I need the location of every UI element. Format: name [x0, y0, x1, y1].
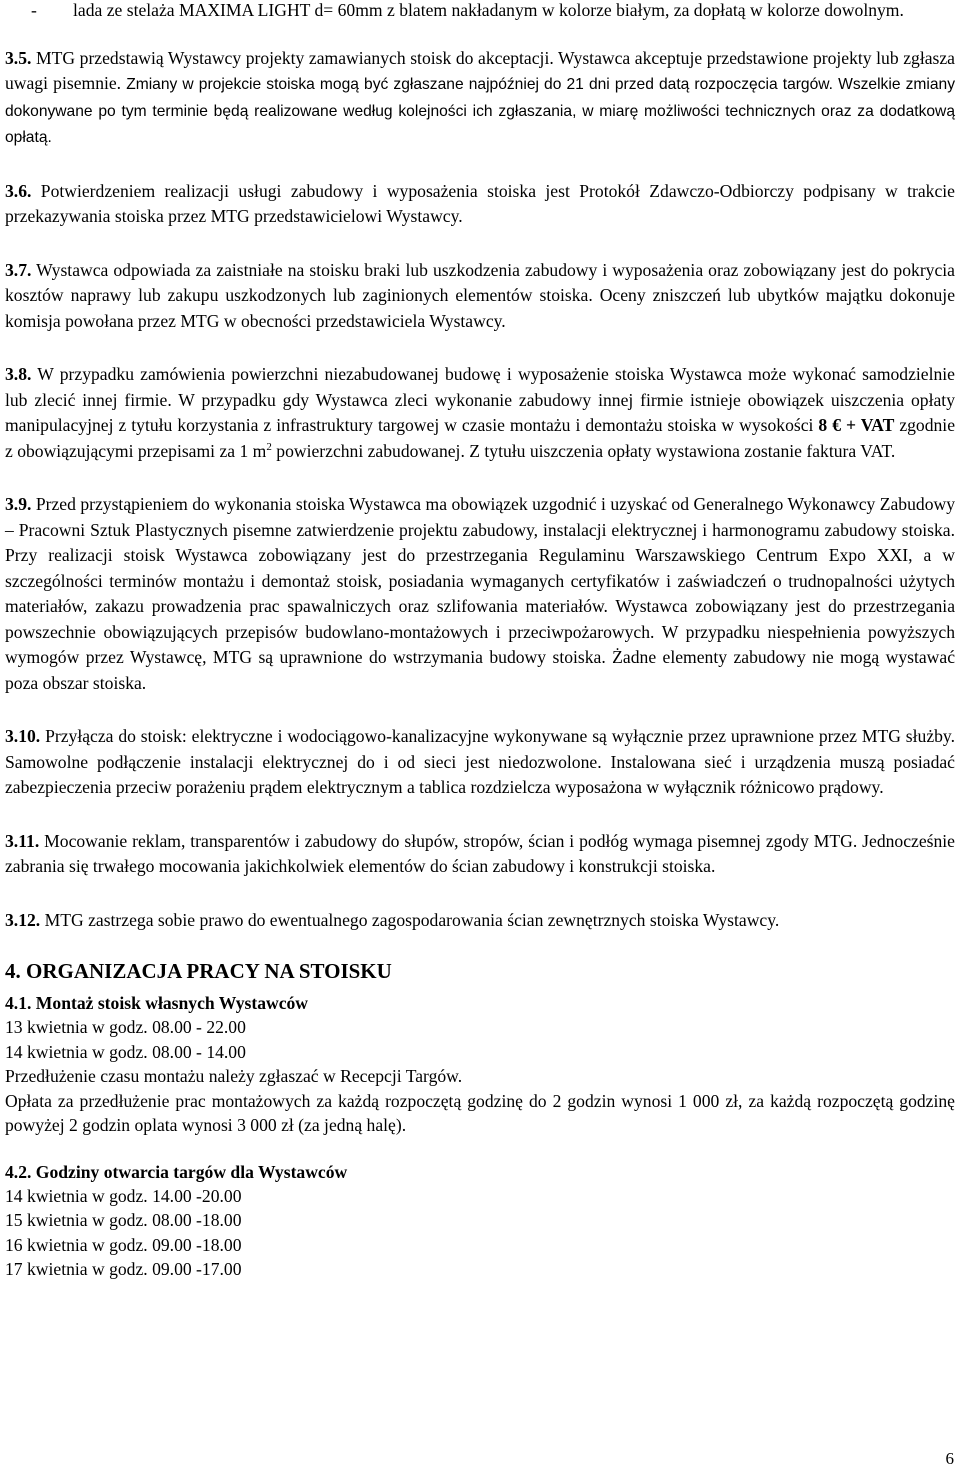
paragraph-text-sans: Zmiany w projekcie stoiska mogą być zgłaszane najpóźniej do 21 dni przed datą rozpoczęcia targów. Wszelkie zmiany dokonywane po tym terminie będą realizowane według kolejności ich zgłaszania, w miarę możliwości technicznych oraz za dodatkową opłatą. [5, 76, 955, 146]
paragraph-3-12 [5, 908, 955, 934]
section-4-heading: 4. ORGANIZACJA PRACY NA STOISKU [5, 959, 392, 983]
section-number: 3.12. [5, 909, 41, 930]
intro-text: lada ze stelaża MAXIMA LIGHT d= 60mm z blatem nakładanym w kolorze białym, za dopłatą w kolorze dowolnym. [73, 0, 904, 20]
paragraph-text: Mocowanie reklam, transparentów i zabudowy do słupów, stropów, ścian i podłóg wymaga pisemnej zgody MTG. Jednocześnie zabrania się trwałego mocowania jakichkolwiek elementów do ścian zabudowy i konstrukcji stoiska. [5, 830, 955, 876]
fee-paragraph: Opłata za przedłużenie prac montażowych za każdą rozpoczętą godzinę do 2 godzin wynosi 1 000 zł, za każdą rozpoczętą godzinę powyżej 2 godzin oplata wynosi 3 000 zł (za jedną halę). [5, 1090, 955, 1135]
section-number: 3.5. [5, 47, 32, 68]
paragraph-text: Przyłącza do stoisk: elektryczne i wodociągowo-kanalizacyjne wykonywane są wyłącznie przez uprawnione przez MTG służby. Samowolne podłączenie instalacji elektrycznej do i od sieci jest niedozwolone. Instalowana sieć i urządzenia muszą posiadać zabezpieczenia przeciw porażeniu prądem elektrycznym a tablica rozdzielcza wyposażona w wyłącznik różnicowo prądowy. [5, 726, 955, 797]
section-number: 3.6. [5, 180, 32, 201]
paragraph-3-9 [5, 492, 955, 696]
paragraph-text: Przed przystąpieniem do wykonania stoiska Wystawca ma obowiązek uzgodnić i uzyskać od Generalnego Wykonawcy Zabudowy – Pracowni Sztuk Plastycznych pisemne zatwierdzenie projektu zabudowy, instalacji elektrycznej i harmonogramu zabudowy stoiska. Przy realizacji stoisk Wystawca zobowiązany jest do przestrzegania Regulaminu Warszawskiego Centrum Expo XXI, a w szczególności terminów montażu i demontaż stoisk, posiadania wymaganych certyfikatów i zaświadczeń o trudnopalności użytych materiałów, zakazu prowadzenia prac spawalniczych oraz szlifowania materiałów. Wystawca zobowiązany jest do przestrzegania powszechnie obowiązujących przepisów budowlano-montażowych i przeciwpożarowych. W przypadku niespełnienia powyższych wymogów przez Wystawcę, MTG są uprawnione do wstrzymania budowy stoiska. Żadne elementy zabudowy nie mogą wystawać poza obszar stoiska. [5, 494, 955, 693]
paragraph-text: Potwierdzeniem realizacji usługi zabudowy i wyposażenia stoiska jest Protokół Zdawczo-Odbiorczy podpisany w trakcie przekazywania stoiska przez MTG przedstawicielowi Wystawcy. [5, 180, 955, 226]
superscript: 2 [266, 440, 272, 453]
paragraph-3-5 [5, 46, 955, 151]
paragraph-text: Wystawca odpowiada za zaistniałe na stoisku braki lub uszkodzenia zabudowy i wyposażenia oraz zobowiązany jest do pokrycia kosztów naprawy lub zakupu uszkodzonych lub zaginionych elementów stoiska. Oceny zniszczeń lub ubytków majątku dokonuje komisja powołana przez MTG w obecności przedstawiciela Wystawcy. [5, 259, 955, 331]
paragraph-3-8 [5, 362, 955, 464]
schedule-line: 13 kwietnia w godz. 08.00 - 22.00 [5, 1017, 246, 1037]
paragraph-text: W przypadku zamówienia powierzchni niezabudowanej budowę i wyposażenie stoiska Wystawca może wykonać samodzielnie lub zlecić innej firmie. W przypadku gdy Wystawca zleci wykonanie zabudowy innej firmie istnieje obowiązek uiszczenia opłaty manipulacyjnej z tytułu korzystania z infrastruktury targowej w czasie montażu i demontażu stoiska w wysokości [5, 364, 955, 435]
opening-hours-line: 15 kwietnia w godz. 08.00 -18.00 [5, 1210, 242, 1230]
opening-hours-line: 16 kwietnia w godz. 09.00 -18.00 [5, 1234, 242, 1255]
section-number: 3.8. [5, 364, 32, 384]
paragraph-text: MTG przedstawią Wystawcy projekty zamawianych stoisk do akceptacji. Wystawca akceptuje przedstawione projekty lub zgłasza uwagi pisemnie. [5, 47, 955, 93]
section-number: 3.9. [5, 494, 32, 514]
paragraph-text: MTG zastrzega sobie prawo do ewentualnego zagospodarowania ścian zewnętrznych stoiska Wystawcy. [40, 909, 780, 930]
opening-hours-line: 14 kwietnia w godz. 14.00 -20.00 [5, 1185, 242, 1206]
intro-bullet [5, 0, 955, 24]
section-number: 3.10. [5, 726, 41, 746]
section-number: 3.11. [5, 830, 40, 851]
paragraph-3-7 [5, 258, 955, 335]
note-line: Przedłużenie czasu montażu należy zgłaszać w Recepcji Targów. [5, 1066, 463, 1086]
paragraph-text: zgodnie z obowiązującymi przepisami za 1 m [5, 415, 956, 461]
fee-amount: 8 € + VAT [818, 415, 895, 435]
page-number: 6 [945, 1449, 954, 1468]
section-4-2-heading: 4.2. Godziny otwarcia targów dla Wystawców [5, 1161, 348, 1182]
paragraph-3-11 [5, 829, 955, 880]
section-number: 3.7. [5, 259, 32, 280]
paragraph-text: powierzchni zabudowanej. Z tytułu uiszczenia opłaty wystawiona zostanie faktura VAT. [271, 440, 896, 461]
section-4-1-heading: 4.1. Montaż stoisk własnych Wystawców [5, 993, 309, 1013]
opening-hours-line: 17 kwietnia w godz. 09.00 -17.00 [5, 1259, 242, 1279]
paragraph-3-6 [5, 179, 955, 230]
paragraph-3-10 [5, 724, 955, 801]
document-page [5, 0, 955, 1282]
schedule-line: 14 kwietnia w godz. 08.00 - 14.00 [5, 1041, 246, 1062]
bullet-dash: - [31, 0, 37, 20]
